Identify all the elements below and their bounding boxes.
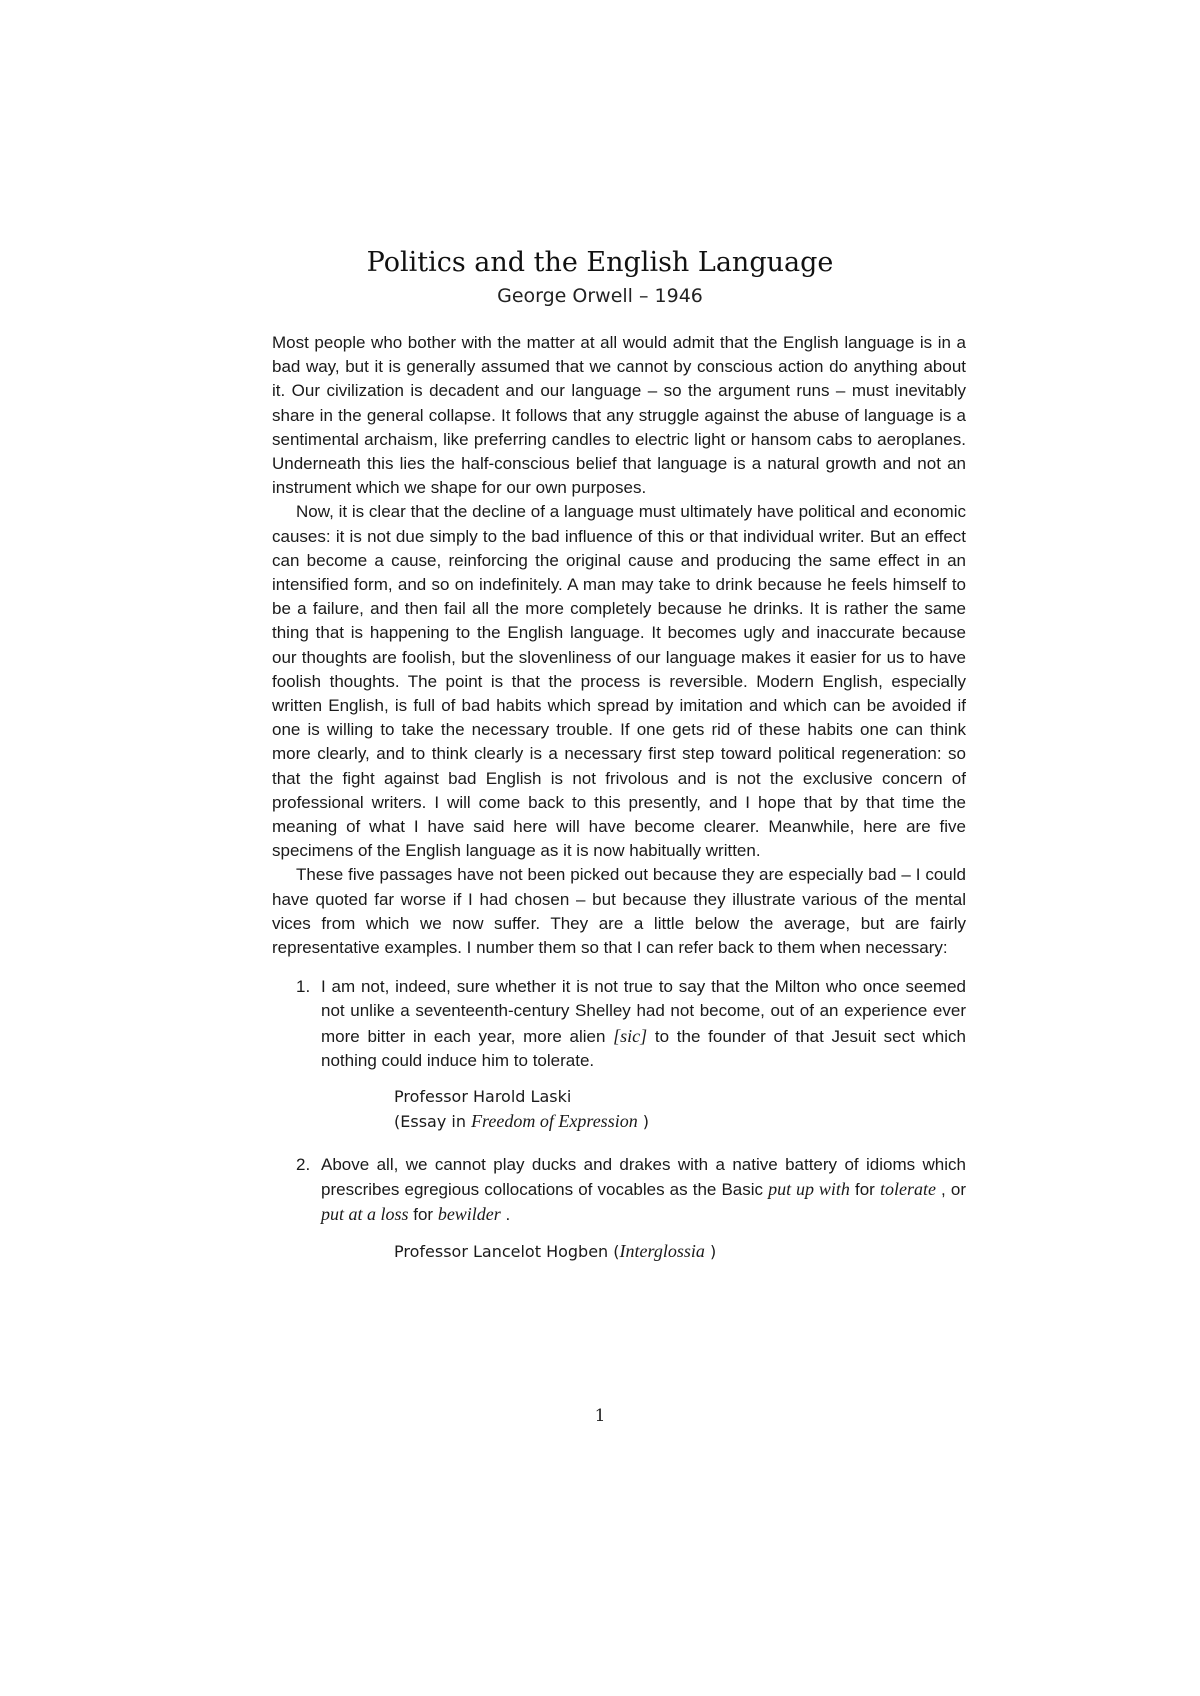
attribution-prefix: (Essay in <box>394 1112 472 1132</box>
specimen-text-part: , or <box>935 1179 966 1199</box>
italic-term: bewilder <box>437 1203 501 1224</box>
specimen-attribution <box>321 1239 966 1264</box>
paragraph-1: Most people who bother with the matter at all would admit that the English language is in a bad way, but it is generally assumed that we cannot by conscious action do anything about it. Our civilization is decadent and our language – so the argument runs – must inevitably share in the general collapse. It follows that any struggle against the abuse of language is a sentimental archaism, like preferring candles to electric light or hansom cabs to aeroplanes. Underneath this lies the half-conscious belief that language is a natural growth and not an instrument which we shape for our own purposes. <box>272 333 966 498</box>
italic-term: put at a loss <box>321 1203 409 1224</box>
specimen-number: 2. <box>296 1154 311 1174</box>
attribution-source <box>394 1109 966 1134</box>
author-line: George Orwell – 1946 <box>497 285 703 307</box>
attribution-work: Freedom of Expression <box>471 1111 638 1132</box>
specimen-attribution <box>321 1085 966 1134</box>
specimen-2 <box>272 1153 966 1265</box>
specimen-text-part: . <box>500 1204 511 1224</box>
specimen-text <box>321 975 966 1073</box>
document-body <box>272 331 966 1264</box>
attribution-work: Interglossia <box>619 1241 705 1262</box>
specimen-text-part: I am not, indeed, sure whether it is not true to say that the Milton who once seemed not unlike a seventeenth-century Shelley had not become, out of an experience ever more bitter in each year, more alien <box>321 977 966 1046</box>
specimen-text-part: Above all, we cannot play ducks and drakes with a native battery of idioms which prescribes egregious collocations of vocables as the Basic <box>321 1154 966 1199</box>
specimen-text-part: for <box>849 1179 880 1199</box>
attribution-suffix: ) <box>704 1242 717 1262</box>
specimen-text-part: for <box>408 1204 438 1224</box>
document-title: Politics and the English Language <box>366 247 834 278</box>
attribution-source <box>394 1239 966 1264</box>
specimen-text-part: to the founder of that Jesuit sect which nothing could induce him to tolerate. <box>321 1026 966 1070</box>
italic-term: put up with <box>768 1178 850 1199</box>
paragraph-2: Now, it is clear that the decline of a language must ultimately have political and economic causes: it is not due simply to the bad influence of this or that individual writer. But an effect can become a cause, reinforcing the original cause and producing the same effect in an intensified form, and so on indefinitely. A man may take to drink because he feels himself to be a failure, and then fail all the more completely because he drinks. It is rather the same thing that is happening to the English language. It becomes ugly and inaccurate because our thoughts are foolish, but the slovenliness of our language makes it easier for us to have foolish thoughts. The point is that the process is reversible. Modern English, especially written English, is full of bad habits which spread by imitation and which can be avoided if one is willing to take the necessary trouble. If one gets rid of these habits one can think more clearly, and to think clearly is a necessary first step toward political regeneration: so that the fight against bad English is not frivolous and is not the exclusive concern of professional writers. I will come back to this presently, and I hope that by that time the meaning of what I have said here will have become clearer. Meanwhile, here are five specimens of the English language as it is now habitually written. <box>272 502 966 861</box>
specimen-list <box>272 975 966 1264</box>
attribution-name: Professor Harold Laski <box>394 1087 572 1107</box>
specimen-number: 1. <box>296 977 311 997</box>
page-number: 1 <box>594 1406 606 1426</box>
specimen-1 <box>272 975 966 1134</box>
attribution-suffix: ) <box>637 1112 650 1132</box>
specimen-text <box>321 1153 966 1228</box>
italic-term: tolerate <box>879 1178 936 1199</box>
attribution-prefix: Professor Lancelot Hogben ( <box>394 1242 620 1262</box>
paragraph-3: These five passages have not been picked out because they are especially bad – I could have quoted far worse if I had chosen – but because they illustrate various of the mental vices from which we now suffer. They are a little below the average, but are fairly representative examples. I number them so that I can refer back to them when necessary: <box>272 865 966 958</box>
sic-mark: [sic] <box>613 1025 648 1046</box>
